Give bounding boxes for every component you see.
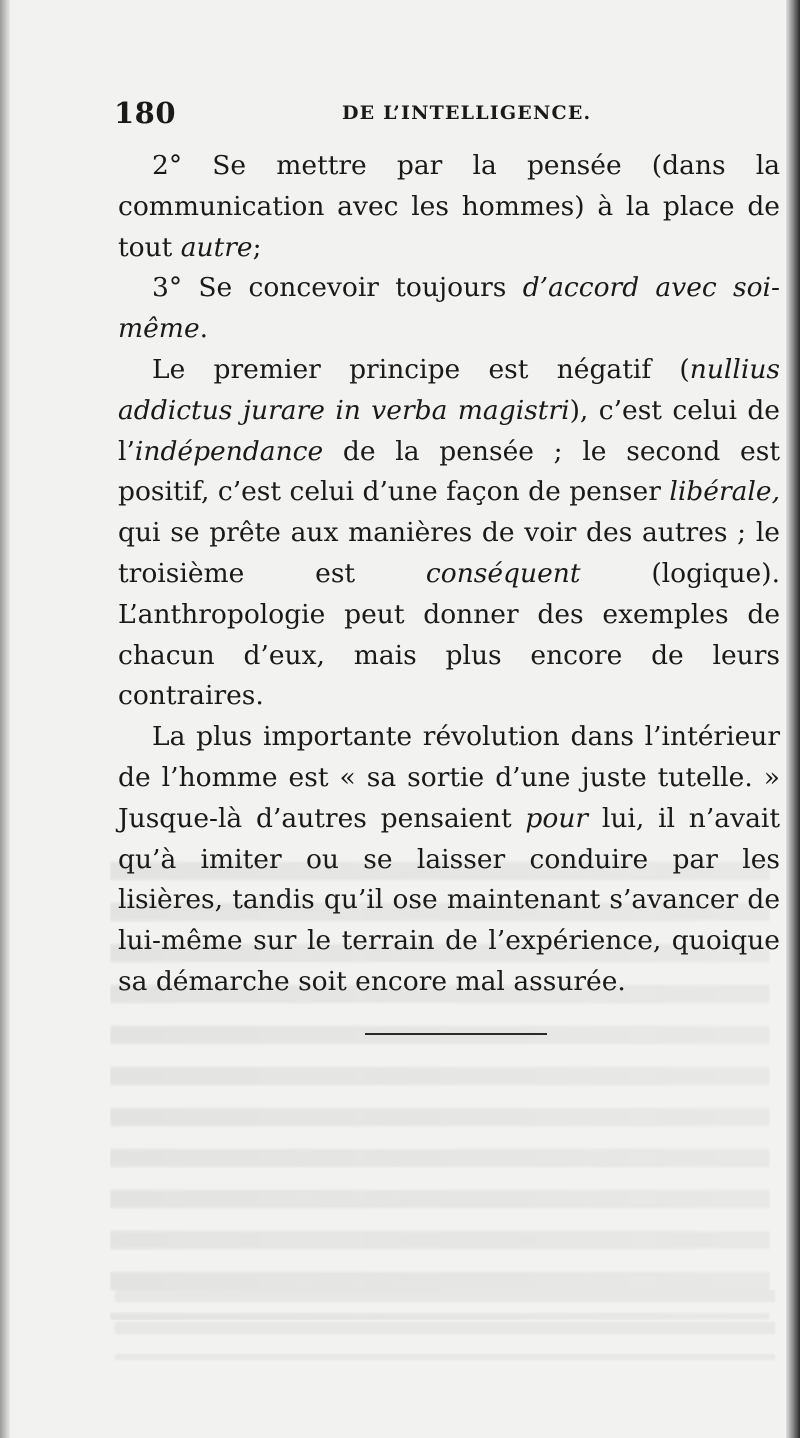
italic-text: autre (180, 231, 253, 263)
italic-text: pour (525, 802, 589, 834)
italic-text: d’accord avec soi-même (118, 272, 780, 345)
page-number: 180 (114, 96, 177, 130)
bleed-through-footnote (115, 1280, 775, 1360)
running-header (114, 96, 704, 136)
paragraph-revolution (118, 717, 780, 1003)
paragraph-principles (118, 350, 780, 717)
body-text (118, 146, 780, 1003)
text-run: 2° Se mettre par la pensée (dans la communication avec les hommes) à la place de tout (118, 150, 780, 263)
running-title: DE L’INTELLIGENCE. (342, 102, 592, 124)
text-run: (logique). L’anthropologie peut donner des exemples de chacun d’eux, mais plus encore de leurs contraires. (118, 557, 780, 712)
italic-text: nullius addictus jurare in verba magistri (118, 353, 780, 426)
text-run: 3° Se concevoir toujours (152, 272, 523, 304)
text-run: ; (252, 231, 262, 263)
text-run: lui, il n’avait qu’à imiter ou se laisser conduire par les lisières, tandis qu’il ose maintenant s’avancer de lui-même sur le terrain de l’expérience, quoique sa démarche soit encore mal assurée. (118, 802, 780, 997)
text-run: de la pensée ; le second est positif, c’est celui d’une façon de penser (118, 435, 780, 508)
italic-text: libérale, (669, 476, 780, 508)
text-run: qui se prête aux manières de voir des autres ; le troisième est (118, 517, 780, 589)
paragraph-third-maxim (118, 268, 780, 350)
italic-text: indépendance (134, 435, 324, 467)
text-run: La plus importante révolution dans l’intérieur de l’homme est « sa sortie d’une juste tutelle. » Jusque-là d’autres pensaient (118, 721, 780, 834)
italic-text: conséquent (425, 557, 581, 589)
paragraph-second-maxim (118, 146, 780, 268)
text-run: ), c’est celui de l’ (118, 394, 780, 467)
text-run: Le premier principe est négatif ( (152, 353, 690, 385)
section-separator-rule (365, 1033, 547, 1035)
text-run: . (199, 313, 209, 345)
